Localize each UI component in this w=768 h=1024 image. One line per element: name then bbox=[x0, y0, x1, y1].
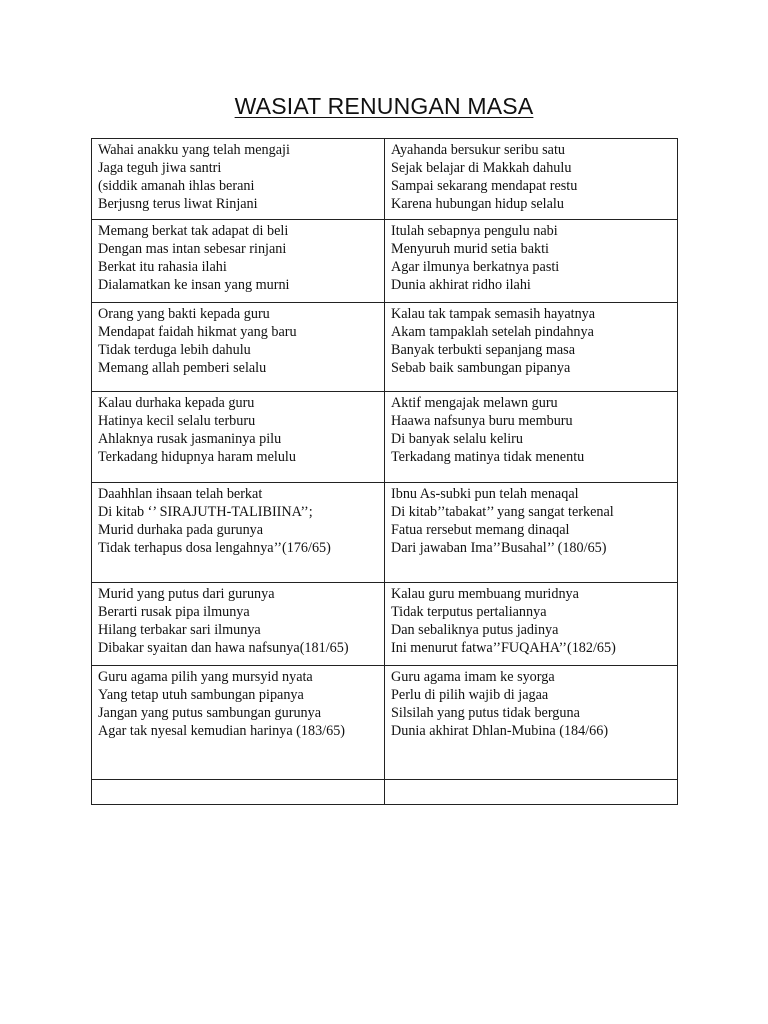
verse-line: Ibnu As-subki pun telah menaqal bbox=[391, 486, 579, 502]
verse-line: Daahhlan ihsaan telah berkat bbox=[98, 486, 263, 502]
verse-line: Tidak terhapus dosa lengahnya’’(176/65) bbox=[98, 540, 331, 556]
verse-line: Memang allah pemberi selalu bbox=[98, 360, 267, 376]
stanza-left-cell bbox=[92, 583, 385, 666]
verse-line: Orang yang bakti kepada guru bbox=[98, 306, 270, 322]
stanza-right-cell bbox=[385, 583, 678, 666]
stanza-row bbox=[92, 666, 678, 780]
verse-line: Yang tetap utuh sambungan pipanya bbox=[98, 687, 304, 703]
stanza-row bbox=[92, 303, 678, 392]
verse-line: (siddik amanah ihlas berani bbox=[98, 178, 255, 194]
verse-line: Mendapat faidah hikmat yang baru bbox=[98, 324, 297, 340]
verse-line: Jangan yang putus sambungan gurunya bbox=[98, 705, 322, 721]
verse-line: Dibakar syaitan dan hawa nafsunya(181/65) bbox=[98, 640, 349, 656]
stanza-right-cell bbox=[385, 666, 678, 780]
verse-line: Di banyak selalu keliru bbox=[391, 431, 523, 447]
verse-line: Murid yang putus dari gurunya bbox=[98, 586, 275, 602]
verse-line: Berkat itu rahasia ilahi bbox=[98, 259, 227, 275]
verse-line: Agar ilmunya berkatnya pasti bbox=[391, 259, 560, 275]
verse-line: Dengan mas intan sebesar rinjani bbox=[98, 241, 287, 257]
verse-line: Tidak terduga lebih dahulu bbox=[98, 342, 251, 358]
verse-line: Terkadang matinya tidak menentu bbox=[391, 449, 585, 465]
verse-line: Menyuruh murid setia bakti bbox=[391, 241, 550, 257]
verse-line: Sejak belajar di Makkah dahulu bbox=[391, 160, 572, 176]
verse-line: Itulah sebapnya pengulu nabi bbox=[391, 223, 558, 239]
verse-line: Agar tak nyesal kemudian harinya (183/65) bbox=[98, 723, 346, 739]
stanza-left-cell bbox=[92, 483, 385, 583]
verse-line: Sampai sekarang mendapat restu bbox=[391, 178, 578, 194]
empty-row bbox=[92, 780, 678, 805]
stanza-row bbox=[92, 483, 678, 583]
verse-line: Sebab baik sambungan pipanya bbox=[391, 360, 571, 376]
verse-line: Di kitab’’tabakat’’ yang sangat terkenal bbox=[391, 504, 614, 520]
stanza-right-cell bbox=[385, 483, 678, 583]
stanza-left-cell bbox=[92, 392, 385, 483]
poem-table bbox=[91, 138, 678, 805]
verse-line: Akam tampaklah setelah pindahnya bbox=[391, 324, 594, 340]
empty-left-cell bbox=[92, 780, 385, 805]
stanza-left-cell bbox=[92, 303, 385, 392]
stanza-right-cell bbox=[385, 139, 678, 220]
verse-line: Hilang terbakar sari ilmunya bbox=[98, 622, 261, 638]
verse-line: Fatua rersebut memang dinaqal bbox=[391, 522, 570, 538]
verse-line: Silsilah yang putus tidak berguna bbox=[391, 705, 580, 721]
stanza-left-cell bbox=[92, 666, 385, 780]
verse-line: Dari jawaban Ima’’Busahal’’ (180/65) bbox=[391, 540, 607, 556]
verse-line: Murid durhaka pada gurunya bbox=[98, 522, 264, 538]
verse-line: Kalau durhaka kepada guru bbox=[98, 395, 255, 411]
stanza-left-cell bbox=[92, 139, 385, 220]
verse-line: Dan sebaliknya putus jadinya bbox=[391, 622, 559, 638]
verse-line: Ahlaknya rusak jasmaninya pilu bbox=[98, 431, 282, 447]
verse-line: Wahai anakku yang telah mengaji bbox=[98, 142, 290, 158]
verse-line: Guru agama imam ke syorga bbox=[391, 669, 555, 685]
stanza-row bbox=[92, 583, 678, 666]
verse-line: Kalau tak tampak semasih hayatnya bbox=[391, 306, 596, 322]
verse-line: Di kitab ‘’ SIRAJUTH-TALIBIINA’’; bbox=[98, 504, 313, 520]
empty-right-cell bbox=[385, 780, 678, 805]
verse-line: Terkadang hidupnya haram melulu bbox=[98, 449, 296, 465]
verse-line: Ini menurut fatwa’’FUQAHA’’(182/65) bbox=[391, 640, 616, 656]
verse-line: Memang berkat tak adapat di beli bbox=[98, 223, 289, 239]
verse-line: Kalau guru membuang muridnya bbox=[391, 586, 579, 602]
verse-line: Jaga teguh jiwa santri bbox=[98, 160, 222, 176]
verse-line: Ayahanda bersukur seribu satu bbox=[391, 142, 566, 158]
verse-line: Banyak terbukti sepanjang masa bbox=[391, 342, 575, 358]
stanza-right-cell bbox=[385, 303, 678, 392]
verse-line: Dunia akhirat ridho ilahi bbox=[391, 277, 531, 293]
verse-line: Karena hubungan hidup selalu bbox=[391, 196, 564, 212]
stanza-row bbox=[92, 392, 678, 483]
verse-line: Dialamatkan ke insan yang murni bbox=[98, 277, 290, 293]
stanza-right-cell bbox=[385, 220, 678, 303]
stanza-right-cell bbox=[385, 392, 678, 483]
stanza-row bbox=[92, 139, 678, 220]
verse-line: Aktif mengajak melawn guru bbox=[391, 395, 558, 411]
verse-line: Tidak terputus pertaliannya bbox=[391, 604, 547, 620]
verse-line: Haawa nafsunya buru memburu bbox=[391, 413, 573, 429]
verse-line: Hatinya kecil selalu terburu bbox=[98, 413, 256, 429]
verse-line: Guru agama pilih yang mursyid nyata bbox=[98, 669, 313, 685]
stanza-left-cell bbox=[92, 220, 385, 303]
verse-line: Perlu di pilih wajib di jagaa bbox=[391, 687, 549, 703]
stanza-row bbox=[92, 220, 678, 303]
document-title: WASIAT RENUNGAN MASA bbox=[234, 93, 534, 119]
verse-line: Berjusng terus liwat Rinjani bbox=[98, 196, 258, 212]
verse-line: Dunia akhirat Dhlan-Mubina (184/66) bbox=[391, 723, 609, 739]
verse-line: Berarti rusak pipa ilmunya bbox=[98, 604, 250, 620]
